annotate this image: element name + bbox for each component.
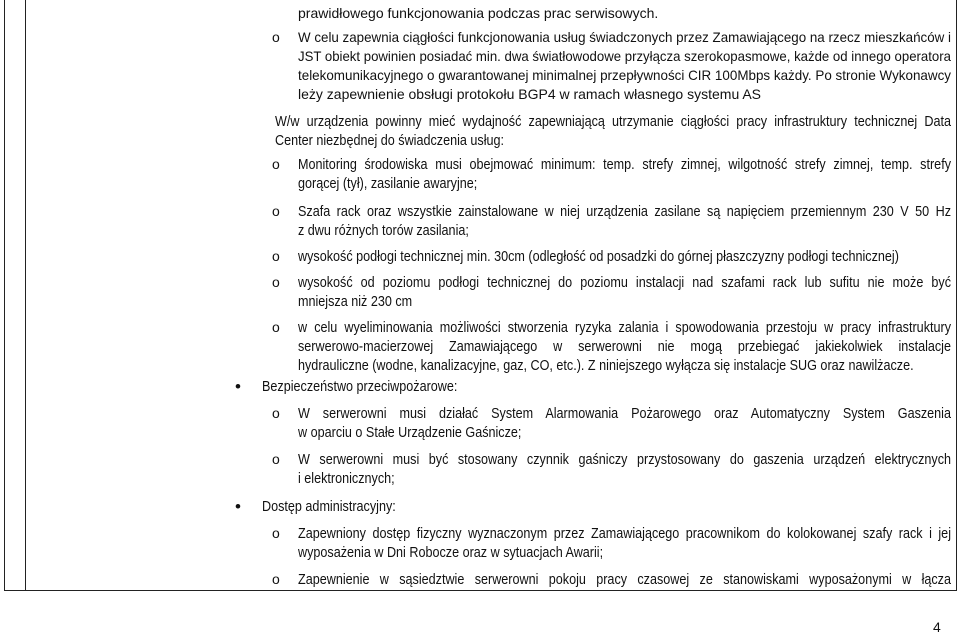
sub-bullet-icon: o [272, 571, 280, 587]
requirement-item-line: wysokość podłogi technicznej min. 30cm (odległość od posadzki do górnej płaszczyzny podłogi technicznej) [298, 248, 899, 265]
fire-safety-item-line: W serwerowni musi działać System Alarmowania Pożarowego oraz Automatyczny System Gaszenia [298, 405, 951, 422]
intro-line: prawidłowego funkcjonowania podczas prac serwisowych. [298, 5, 659, 21]
admin-access-item-line: Zapewniony dostęp fizyczny wyznaczonym przez Zamawiającego pracownikom do kolokowanej szafy rack i jej [298, 525, 951, 542]
sub-bullet-icon: o [272, 203, 280, 219]
requirement-item-line: mniejsza niż 230 cm [298, 293, 413, 310]
requirement-item-line: Szafa rack oraz wszystkie zainstalowane w niej urządzenia zasilane są napięciem przemiennym 230 V 50 Hz [298, 203, 952, 220]
table-border-left [4, 0, 5, 591]
connectivity-line: leży zapewnienie obsługi protokołu BGP4 w ramach własnego systemu AS [298, 86, 762, 102]
section-heading-admin-access: Dostęp administracyjny: [262, 498, 396, 515]
requirement-item-line: wysokość od poziomu podłogi technicznej do poziomu instalacji nad szafami rack lub sufitu nie może być [298, 274, 951, 291]
connectivity-line: telekomunikacyjnego o gwarantowanej minimalnej przepływności CIR 100Mbps każdy. Po stronie Wykonawcy [298, 67, 951, 83]
requirement-item-line: Monitoring środowiska musi obejmować minimum: temp. strefy zimnej, wilgotność strefy zimnej, temp. strefy [298, 156, 951, 173]
requirement-item-line: z dwu różnych torów zasilania; [298, 222, 469, 239]
bullet-icon: • [235, 497, 241, 516]
sub-bullet-icon: o [272, 274, 280, 290]
data-center-lead-line: W/w urządzenia powinny mieć wydajność zapewniającą utrzymanie ciągłości pracy infrastruktury technicznej Data [275, 113, 952, 130]
requirement-item-line: serwerowo-macierzowej Zamawiającego w serwerowni nie mogą przebiegać jakiekolwiek instalacje [298, 338, 951, 355]
section-heading-fire-safety: Bezpieczeństwo przeciwpożarowe: [262, 378, 458, 395]
page-number: 4 [933, 619, 941, 635]
sub-bullet-icon: o [272, 405, 280, 421]
table-border-right [956, 0, 957, 591]
sub-bullet-icon: o [272, 451, 280, 467]
data-center-lead-line: Center niezbędnej do świadczenia usług: [275, 132, 505, 149]
fire-safety-item-line: W serwerowni musi być stosowany czynnik gaśniczy przystosowany do gaszenia urządzeń elektrycznych [298, 451, 952, 468]
admin-access-item-line: wyposażenia w Dni Robocze oraz w sytuacjach Awarii; [298, 544, 604, 561]
requirement-item-line: gorącej (tył), zasilanie awaryjne; [298, 175, 478, 192]
requirement-item-line: w celu wyeliminowania możliwości stworzenia ryzyka zalania i spowodowania przestoju w pracy infrastruktury [298, 319, 951, 336]
table-column-divider [25, 0, 26, 591]
table-border-bottom [4, 590, 957, 591]
connectivity-line: JST obiekt powinien posiadać min. dwa światłowodowe przyłącza szerokopasmowe, każde od innego operatora [298, 48, 951, 64]
requirement-item-line: hydrauliczne (wodne, kanalizacyjne, gaz, CO, etc.). Z niniejszego wyłącza się instalacje SUG oraz nawilżacze. [298, 357, 914, 374]
fire-safety-item-line: i elektronicznych; [298, 470, 395, 487]
fire-safety-item-line: w oparciu o Stałe Urządzenie Gaśnicze; [298, 424, 522, 441]
sub-bullet-icon: o [272, 525, 280, 541]
admin-access-item-line: Zapewnienie w sąsiedztwie serwerowni pokoju pracy czasowej ze stanowiskami wyposażonymi w łącza [298, 571, 951, 588]
bullet-icon: • [235, 377, 241, 396]
sub-bullet-icon: o [272, 248, 280, 264]
sub-bullet-icon: o [272, 29, 280, 45]
connectivity-line: W celu zapewnia ciągłości funkcjonowania usług świadczonych przez Zamawiającego na rzecz mieszkańców i [298, 29, 951, 45]
sub-bullet-icon: o [272, 156, 280, 172]
sub-bullet-icon: o [272, 319, 280, 335]
